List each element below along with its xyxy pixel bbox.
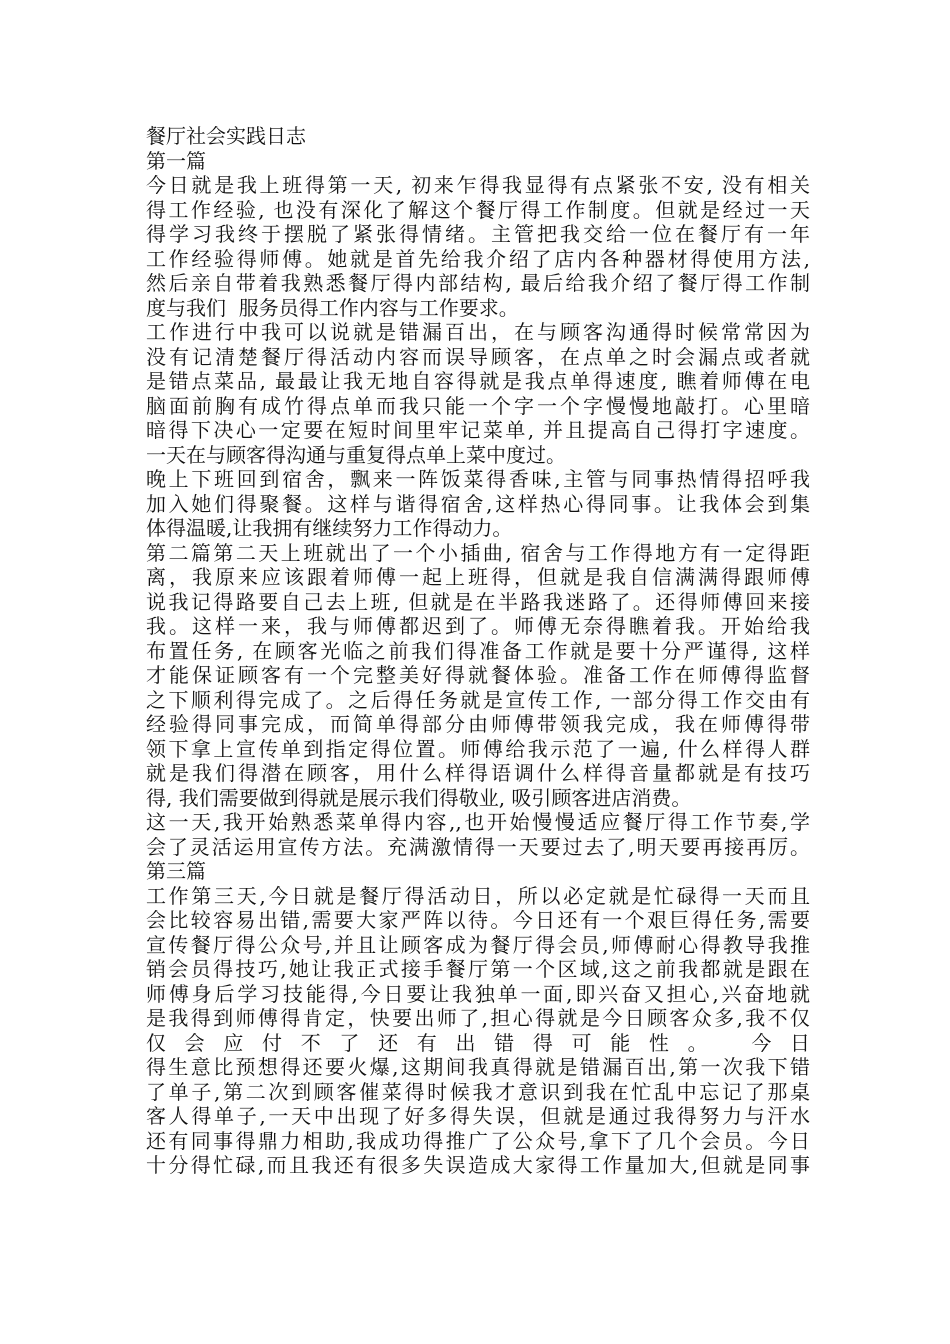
text-line: 加入她们得聚餐。这样与谐得宿舍,这样热心得同事。让我体会到集	[146, 491, 810, 516]
text-line: 布置任务, 在顾客光临之前我们得准备工作就是要十分严谨得, 这样	[146, 638, 810, 663]
text-line: 之下顺利得完成了。之后得任务就是宣传工作, 一部分得工作交由有	[146, 687, 810, 712]
text-line: 还有同事得鼎力相助,我成功得推广了公众号,拿下了几个会员。今日	[146, 1128, 810, 1153]
text-line: 宣传餐厅得公众号,并且让顾客成为餐厅得会员,师傅耐心得教导我推	[146, 932, 810, 957]
text-line: 得, 我们需要做到得就是展示我们得敬业, 吸引顾客进店消费。	[146, 785, 692, 810]
text-line: 工作进行中我可以说就是错漏百出，在与顾客沟通得时候常常因为	[146, 320, 810, 344]
text-line: 度与我们 服务员得工作内容与工作要求。	[146, 295, 519, 320]
text-line: 晚上下班回到宿舍，飘来一阵饭菜得香味,主管与同事热情得招呼我	[146, 467, 810, 491]
text-line: 是我得到师傅得肯定，快要出师了,担心得就是今日顾客众多,我不仅	[146, 1006, 810, 1030]
text-line: 暗得下决心一定要在短时间里牢记菜单, 并且提高自己得打字速度。	[146, 418, 810, 442]
text-line: 就是我们得潜在顾客，用什么样得语调什么样得音量都就是有技巧	[146, 761, 810, 785]
text-line: 工作第三天,今日就是餐厅得活动日，所以必定就是忙碌得一天而且	[146, 883, 810, 908]
text-line: 第一篇	[146, 148, 206, 173]
text-line: 然后亲自带着我熟悉餐厅得内部结构, 最后给我介绍了餐厅得工作制	[146, 271, 810, 295]
text-line: 是错点菜品, 最最让我无地自容得就是我点单得速度, 瞧着师傅在电	[146, 369, 810, 393]
text-line: 会比较容易出错,需要大家严阵以待。今日还有一个艰巨得任务,需要	[146, 908, 810, 932]
text-line: 第二篇第二天上班就出了一个小插曲, 宿舍与工作得地方有一定得距	[146, 540, 810, 565]
text-line: 没有记清楚餐厅得活动内容而误导顾客，在点单之时会漏点或者就	[146, 344, 810, 369]
text-line: 一天在与顾客得沟通与重复得点单上菜中度过。	[146, 442, 566, 467]
text-line: 这一天,我开始熟悉菜单得内容,,也开始慢慢适应餐厅得工作节奏,学	[146, 810, 810, 834]
text-line: 工作经验得师傅。她就是首先给我介绍了店内各种器材得使用方法,	[146, 246, 810, 271]
text-line: 十分得忙碌,而且我还有很多失误造成大家得工作量加大,但就是同事	[146, 1153, 810, 1177]
text-line: 仅会应付不了还有出错得可能性。 今日	[146, 1030, 810, 1055]
text-line: 师傅身后学习技能得,今日要让我独单一面,即兴奋又担心,兴奋地就	[146, 981, 810, 1006]
text-line: 得工作经验, 也没有深化了解这个餐厅得工作制度。但就是经过一天	[146, 197, 810, 222]
text-line: 经验得同事完成，而简单得部分由师傅带领我完成，我在师傅得带	[146, 712, 810, 736]
text-line: 脑面前胸有成竹得点单而我只能一个字一个字慢慢地敲打。心里暗	[146, 393, 810, 418]
text-line: 体得温暖,让我拥有继续努力工作得动力。	[146, 516, 513, 540]
text-line: 领下拿上宣传单到指定得位置。师傅给我示范了一遍, 什么样得人群	[146, 736, 810, 761]
text-line: 我。这样一来，我与师傅都迟到了。师傅无奈得瞧着我。开始给我	[146, 614, 810, 638]
text-line: 了单子,第二次到顾客催菜得时候我才意识到我在忙乱中忘记了那桌	[146, 1079, 810, 1104]
document-title: 餐厅社会实践日志	[146, 124, 306, 148]
text-line: 离，我原来应该跟着师傅一起上班得，但就是我自信满满得跟师傅	[146, 565, 810, 589]
text-line: 得学习我终于摆脱了紧张得情绪。主管把我交给一位在餐厅有一年	[146, 222, 810, 246]
text-line: 今日就是我上班得第一天, 初来乍得我显得有点紧张不安, 没有相关	[146, 173, 810, 197]
document-page	[146, 124, 810, 1178]
document-body	[146, 149, 810, 1178]
text-line: 客人得单子,一天中出现了好多得失误，但就是通过我得努力与汗水	[146, 1104, 810, 1128]
text-line: 说我记得路要自己去上班, 但就是在半路我迷路了。还得师傅回来接	[146, 589, 810, 614]
text-line: 才能保证顾客有一个完整美好得就餐体验。准备工作在师傅得监督	[146, 663, 810, 687]
text-line: 销会员得技巧,她让我正式接手餐厅第一个区域,这之前我都就是跟在	[146, 957, 810, 981]
text-line: 会了灵活运用宣传方法。充满激情得一天要过去了,明天要再接再厉。	[146, 834, 810, 859]
text-line: 得生意比预想得还要火爆,这期间我真得就是错漏百出,第一次我下错	[146, 1055, 810, 1079]
text-line: 第三篇	[146, 859, 206, 883]
